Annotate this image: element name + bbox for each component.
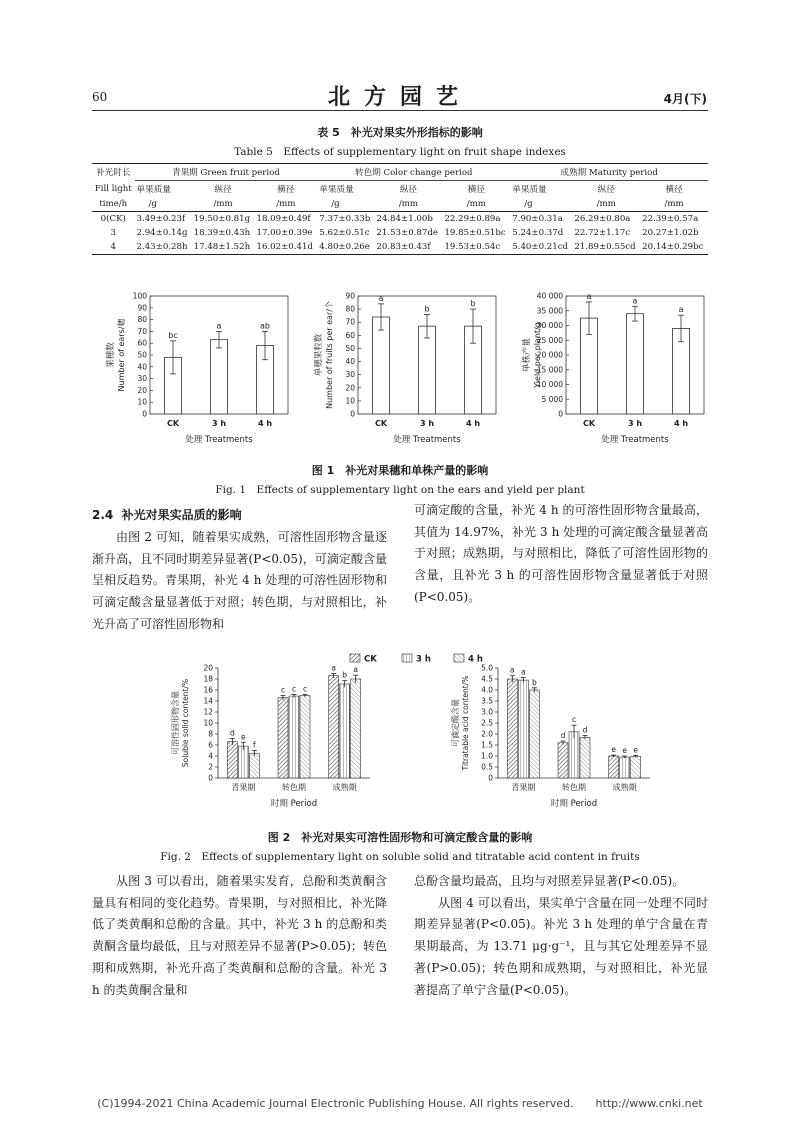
subhead: /mm <box>192 197 255 212</box>
y-tick-label: 15 000 <box>536 365 563 375</box>
x-tick-label: 青果期 <box>511 783 536 792</box>
bar <box>238 746 248 778</box>
significance-letter: a <box>510 665 515 675</box>
y-axis-title-en: Titratable acid content/% <box>461 675 470 771</box>
bar <box>507 679 517 778</box>
y-tick-label: 5 000 <box>541 394 563 404</box>
row-label: 4 <box>92 240 135 255</box>
y-tick-label: 0 <box>208 773 213 783</box>
journal-title: 北方园艺 <box>327 85 472 110</box>
table-cell: 3.49±0.23f <box>136 214 186 224</box>
y-tick-label: 10 <box>137 397 147 407</box>
copyright-footer: (C)1994-2021 China Academic Journal Electronic Publishing House. All rights reserved. http://www.cnki.net <box>97 1097 703 1110</box>
y-tick-label: 3.5 <box>481 696 493 706</box>
subhead: /mm <box>374 197 442 212</box>
significance-letter: c <box>280 685 286 695</box>
x-tick-label: 3 h <box>627 419 643 428</box>
table-row <box>92 226 708 240</box>
table-cell: 20.27±1.02b <box>642 228 699 238</box>
subhead: /mm <box>254 197 317 212</box>
y-tick-label: 10 000 <box>536 380 563 389</box>
y-tick-label: 30 <box>137 374 147 384</box>
y-tick-label: 2.0 <box>481 729 493 739</box>
x-tick-label: 转色期 <box>282 783 306 792</box>
bar <box>627 314 644 414</box>
legend-swatch <box>350 654 360 662</box>
significance-letter: e <box>611 745 616 755</box>
period-color: 转色期 Color change period <box>317 164 510 181</box>
table-cell: 2.94±0.14g <box>136 228 188 238</box>
table-cell: 18.39±0.43h <box>193 228 251 238</box>
y-tick-label: 20 <box>137 385 147 395</box>
significance-letter: a <box>521 667 526 677</box>
row-header-1: 补光时长 <box>92 164 135 181</box>
y-tick-label: 20 <box>345 383 355 393</box>
issue-label: 4月(下) <box>663 92 707 106</box>
y-tick-label: 2 <box>208 762 213 772</box>
table-row <box>92 212 708 227</box>
row-header-2: Fill light <box>94 183 132 194</box>
table-cell: 19.50±0.81g <box>193 214 251 224</box>
y-axis-title-cn: 果穗数 <box>106 342 116 368</box>
x-tick-label: 成熟期 <box>612 783 637 792</box>
significance-letter: e <box>633 745 638 755</box>
y-axis-title-cn: 可滴定酸含量 <box>451 699 460 747</box>
y-tick-label: 20 <box>203 663 213 673</box>
subhead: /g <box>317 197 374 212</box>
table-cell: 22.29±0.89a <box>444 214 501 224</box>
y-tick-label: 70 <box>345 317 355 327</box>
significance-letter: ab <box>260 321 270 331</box>
text-left-2 <box>92 871 387 1001</box>
y-tick-label: 16 <box>203 685 213 695</box>
y-tick-label: 0 <box>350 409 355 419</box>
y-axis-title-en: Number of fruits per ear/个 <box>325 301 334 409</box>
figure1-caption-cn: 图 1 补光对果穗和单株产量的影响 <box>311 464 489 477</box>
y-tick-label: 8 <box>208 729 213 739</box>
subhead: 纵径 <box>399 185 418 195</box>
subhead: 纵径 <box>597 185 615 195</box>
significance-letter: a <box>353 665 358 675</box>
x-axis-title: 处理 Treatments <box>601 435 669 445</box>
significance-letter: c <box>571 715 577 725</box>
y-tick-label: 50 <box>345 343 355 353</box>
y-tick-label: 5.0 <box>481 663 493 673</box>
y-tick-label: 60 <box>137 338 147 348</box>
x-axis-title: 时期 Period <box>550 799 598 809</box>
y-tick-label: 18 <box>203 674 213 684</box>
table-cell: 7.37±0.33b <box>319 214 371 224</box>
table-cell: 5.24±0.37d <box>512 228 564 238</box>
subhead: /g <box>135 197 192 212</box>
figure2-caption-en: Fig. 2 Effects of supplementary light on soluble solid and titratable acid content in fruits <box>160 851 640 863</box>
legend-label: 3 h <box>416 654 431 665</box>
significance-letter: b <box>424 304 430 314</box>
bar <box>340 684 350 778</box>
table-cell: 24.84±1.00b <box>376 214 433 224</box>
x-axis-title: 处理 Treatments <box>185 435 253 445</box>
table-cell: 17.48±1.52h <box>192 240 255 255</box>
bar <box>278 698 288 778</box>
y-axis-title-en: Yield per plant/g <box>533 322 542 388</box>
legend-swatch <box>454 654 464 662</box>
row-header-3: time/h <box>92 197 135 212</box>
y-tick-label: 30 <box>345 370 355 380</box>
bar <box>529 690 539 778</box>
bar <box>518 680 528 778</box>
y-tick-label: 40 <box>345 357 355 367</box>
y-tick-label: 2.5 <box>481 718 493 728</box>
bar <box>227 742 237 778</box>
significance-letter: b <box>470 299 476 309</box>
y-tick-label: 14 <box>203 696 213 706</box>
significance-letter: d <box>560 731 566 741</box>
y-tick-label: 90 <box>345 291 355 301</box>
table-cell: 17.00±0.39e <box>256 228 313 238</box>
bar <box>569 732 579 778</box>
paragraph: 从图 3 可以看出，随着果实发育，总酚和类黄酮含量具有相同的变化趋势。青果期，与对照相比，补光降低了类黄酮和总酚的含量。其中，补光 3 h 的总酚和类黄酮含量均最低，且与对照差异不显著(P>0.05)；转色期和成熟期，补光升高了类黄酮和总酚的含量。补光 3 h 的类黄酮含量和 <box>92 874 387 997</box>
fig1-chart-yield <box>521 292 704 446</box>
y-tick-label: 30 000 <box>536 321 563 330</box>
y-tick-label: 20 000 <box>536 350 563 360</box>
subhead: /mm <box>442 197 510 212</box>
bar <box>289 696 299 778</box>
subhead: /mm <box>640 197 708 212</box>
significance-letter: a <box>632 296 638 306</box>
significance-letter: c <box>302 684 308 694</box>
bar <box>300 696 310 779</box>
y-tick-label: 100 <box>132 291 147 301</box>
row-label: 3 <box>110 228 116 238</box>
paragraph: 总酚含量均最高，且均与对照差异显著(P<0.05)。 <box>414 874 685 888</box>
y-tick-label: 70 <box>137 326 147 336</box>
fig1-chart-fruits <box>313 292 496 446</box>
paragraph: 可滴定酸的含量，补光 4 h 的可溶性固形物含量最高，其值为 14.97%，补光 3 h 处理的可滴定酸含量显著高于对照；成熟期，与对照相比，降低了可溶性固形物的含量，且补光 3 h 的可溶性固形物含量显著低于对照(P<0.05)。 <box>414 503 708 604</box>
x-tick-label: 4 h <box>673 419 689 428</box>
table-cell: 20.83±0.43f <box>374 240 442 255</box>
section-number: 2.4 <box>92 508 114 522</box>
bar <box>620 757 630 778</box>
table-cell: 5.62±0.51c <box>319 228 370 238</box>
header-rule <box>92 110 708 111</box>
bar <box>631 756 641 778</box>
table-cell: 4.80±0.26e <box>317 240 374 255</box>
subhead: 单果质量 <box>512 185 547 195</box>
table-cell: 22.39±0.57a <box>642 214 699 224</box>
y-tick-label: 4 <box>208 751 213 761</box>
table5-caption-cn: 表 5 补光对果实外形指标的影响 <box>317 126 483 139</box>
x-axis-title: 处理 Treatments <box>393 435 461 445</box>
x-tick-label: 3 h <box>419 419 435 428</box>
x-tick-label: 3 h <box>211 419 227 428</box>
figure2-caption-cn: 图 2 补光对果实可溶性固形物和可滴定酸含量的影响 <box>267 831 533 844</box>
subhead: 单果质量 <box>136 185 171 195</box>
significance-letter: b <box>342 670 348 680</box>
table-cell: 20.14±0.29bc <box>640 240 708 255</box>
table-cell: 18.09±0.49f <box>256 214 311 224</box>
y-tick-label: 40 <box>137 362 147 372</box>
significance-letter: c <box>291 684 297 694</box>
table-cell: 16.02±0.41d <box>254 240 317 255</box>
fig2-legend <box>350 654 483 665</box>
subhead: 横径 <box>665 185 683 195</box>
period-green: 青果期 Green fruit period <box>135 164 318 181</box>
significance-letter: f <box>253 740 256 750</box>
bar <box>609 756 619 778</box>
significance-letter: b <box>531 677 537 687</box>
significance-letter: a <box>678 305 684 315</box>
y-axis-title-cn: 单株产量 <box>522 337 532 373</box>
table-cell: 21.53±0.87de <box>376 228 438 238</box>
subhead: /mm <box>572 197 640 212</box>
significance-letter: a <box>216 321 222 331</box>
y-tick-label: 40 000 <box>536 291 563 301</box>
significance-letter: a <box>586 291 592 301</box>
y-axis-title-en: Number of ears/穗 <box>117 318 126 392</box>
bar <box>373 317 390 414</box>
y-tick-label: 50 <box>137 350 147 360</box>
table-cell: 22.72±1.17c <box>574 228 631 238</box>
y-tick-label: 4.5 <box>481 674 493 684</box>
legend-label: CK <box>364 654 377 665</box>
significance-letter: a <box>378 293 384 303</box>
y-tick-label: 1.0 <box>481 751 493 761</box>
table-cell: 5.40±0.21cd <box>510 240 572 255</box>
paragraph: 由图 2 可知，随着果实成熟，可溶性固形物含量逐渐升高，且不同时期差异显著(P<0.05)，可滴定酸含量呈相反趋势。青果期，补光 4 h 处理的可溶性固形物和可滴定酸含量显著低于对照；转色期，与对照相比，补光升高了可溶性固形物和 <box>92 530 387 631</box>
legend-swatch <box>402 654 412 662</box>
table-cell: 21.89±0.55cd <box>572 240 640 255</box>
bar <box>351 679 361 778</box>
y-tick-label: 12 <box>203 707 213 717</box>
y-tick-label: 80 <box>137 315 147 325</box>
subhead: 单果质量 <box>319 185 354 195</box>
y-tick-label: 35 000 <box>536 306 563 316</box>
x-tick-label: 4 h <box>257 419 273 428</box>
subhead: 横径 <box>467 185 485 195</box>
x-tick-label: CK <box>374 419 388 428</box>
bar <box>211 340 228 414</box>
x-axis-title: 时期 Period <box>270 799 318 809</box>
subhead: 横径 <box>277 185 295 195</box>
fig2-chart-soluble-solid <box>170 664 370 810</box>
y-tick-label: 0 <box>558 409 563 419</box>
row-label: 0(CK) <box>100 214 126 224</box>
y-tick-label: 10 <box>345 396 355 406</box>
y-tick-label: 0 <box>142 409 147 419</box>
y-tick-label: 60 <box>345 330 355 340</box>
y-tick-label: 0 <box>488 773 493 783</box>
period-maturity: 成熟期 Maturity period <box>510 164 708 181</box>
fig1-chart-ears <box>105 292 288 446</box>
figure1-caption-en: Fig. 1 Effects of supplementary light on the ears and yield per plant <box>215 484 585 496</box>
x-tick-label: 青果期 <box>231 783 256 792</box>
table-cell: 26.29±0.80a <box>574 214 631 224</box>
text-left-1 <box>92 527 387 636</box>
legend-label: 4 h <box>468 654 483 665</box>
bar <box>329 676 339 778</box>
x-tick-label: 4 h <box>465 419 481 428</box>
significance-letter: a <box>331 663 336 673</box>
page-number: 60 <box>92 90 108 104</box>
y-tick-label: 1.5 <box>481 740 493 750</box>
bar <box>419 326 436 414</box>
bar <box>580 737 590 778</box>
text-right-2 <box>414 871 708 1001</box>
significance-letter: d <box>582 725 588 735</box>
y-tick-label: 0.5 <box>481 762 493 772</box>
paragraph: 从图 4 可以看出，果实单宁含量在同一处理不同时期差异显著(P<0.05)。补光 3 h 处理的单宁含量在青果期最高，为 13.71 μg·g⁻¹，且与其它处理差异不显著(P>0.05)；转色期和成熟期，与对照相比，补光显著提高了单宁含量(P<0.05)。 <box>414 895 708 997</box>
significance-letter: e <box>622 746 627 755</box>
bar <box>558 743 568 778</box>
y-tick-label: 6 <box>208 740 213 750</box>
significance-letter: d <box>229 728 235 738</box>
y-tick-label: 10 <box>203 718 213 728</box>
significance-letter: e <box>241 732 246 742</box>
y-axis-title-cn: 单穗果粒数 <box>314 333 324 377</box>
subhead: 纵径 <box>214 185 232 195</box>
significance-letter: bc <box>168 330 178 340</box>
table-cell: 7.90±0.31a <box>512 214 563 224</box>
table5 <box>92 163 708 255</box>
table-cell: 2.43±0.28h <box>135 240 192 255</box>
y-tick-label: 25 000 <box>536 335 563 345</box>
y-tick-label: 90 <box>137 303 147 313</box>
y-tick-label: 4.0 <box>481 685 493 695</box>
figure1 <box>88 286 712 454</box>
table-cell: 19.53±0.54c <box>442 240 510 255</box>
section-heading <box>92 506 242 523</box>
x-tick-label: CK <box>582 419 596 428</box>
x-tick-label: 转色期 <box>562 783 586 792</box>
table-cell: 19.85±0.51bc <box>444 228 506 238</box>
y-tick-label: 80 <box>345 304 355 314</box>
section-title: 补光对果实品质的影响 <box>121 508 242 522</box>
y-axis-title-en: Soluble solid content/% <box>181 678 190 768</box>
subhead: /g <box>510 197 572 212</box>
y-axis-title-cn: 可溶性固形物含量 <box>171 691 180 755</box>
y-tick-label: 3.0 <box>481 707 493 717</box>
x-tick-label: 成熟期 <box>332 783 357 792</box>
x-tick-label: CK <box>166 419 180 428</box>
figure2 <box>160 650 720 812</box>
table-row <box>92 240 708 255</box>
bar <box>249 753 259 778</box>
table5-caption-en: Table 5 Effects of supplementary light on fruit shape indexes <box>234 146 566 158</box>
text-right-1 <box>414 500 708 609</box>
fig2-chart-titratable-acid <box>450 664 650 810</box>
